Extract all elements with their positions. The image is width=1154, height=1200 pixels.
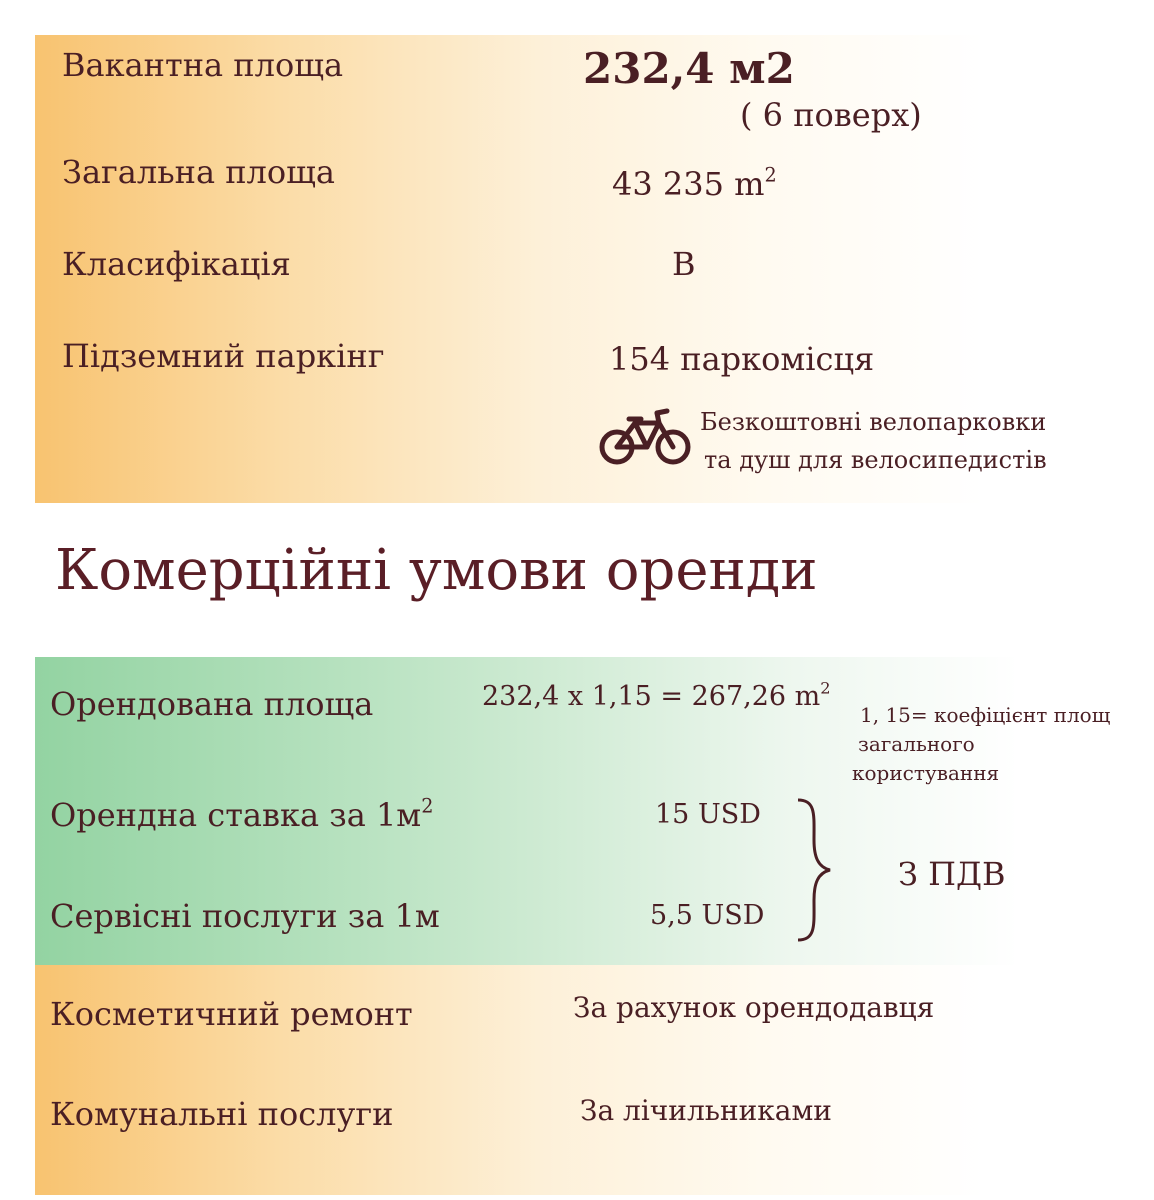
curly-brace-icon [790, 795, 840, 945]
classification-value: B [672, 245, 696, 283]
coefficient-note-line1: 1, 15= коефіцієнт площ [860, 703, 1111, 727]
repair-value: За рахунок орендодавця [573, 991, 935, 1024]
bike-parking-line2: та душ для велосипедистів [704, 446, 1047, 474]
utilities-label: Комунальні послуги [50, 1095, 394, 1133]
vat-note: З ПДВ [898, 855, 1006, 893]
vacant-area-label: Вакантна площа [62, 46, 344, 84]
rented-area-label: Орендована площа [50, 685, 374, 723]
section-title: Комерційні умови оренди [55, 538, 818, 603]
vacant-area-value: 232,4 м2 [583, 44, 795, 93]
service-fee-label: Сервісні послуги за 1м [50, 897, 440, 935]
coefficient-note-line2: загального [858, 732, 975, 756]
classification-label: Класифікація [62, 245, 291, 283]
rent-rate-value: 15 USD [655, 799, 761, 830]
bicycle-icon [597, 405, 693, 467]
total-area-label: Загальна площа [62, 153, 335, 191]
parking-value: 154 паркомісця [609, 340, 875, 378]
rent-rate-label: Орендна ставка за $1м^2$ [50, 794, 434, 834]
parking-label: Підземний паркінг [62, 337, 385, 375]
rented-area-formula: 232,4 x 1,15 = 267,26 $m^2$ [482, 678, 831, 712]
utilities-value: За лічильниками [580, 1094, 832, 1127]
total-area-value: 43 235 $m^2$ [612, 163, 777, 203]
coefficient-note-line3: користування [852, 761, 1000, 785]
repair-label: Косметичний ремонт [50, 995, 413, 1033]
service-fee-value: 5,5 USD [650, 900, 765, 931]
bike-parking-line1: Безкоштовні велопарковки [700, 408, 1047, 436]
vacant-area-floor: ( 6 поверх) [740, 96, 922, 134]
